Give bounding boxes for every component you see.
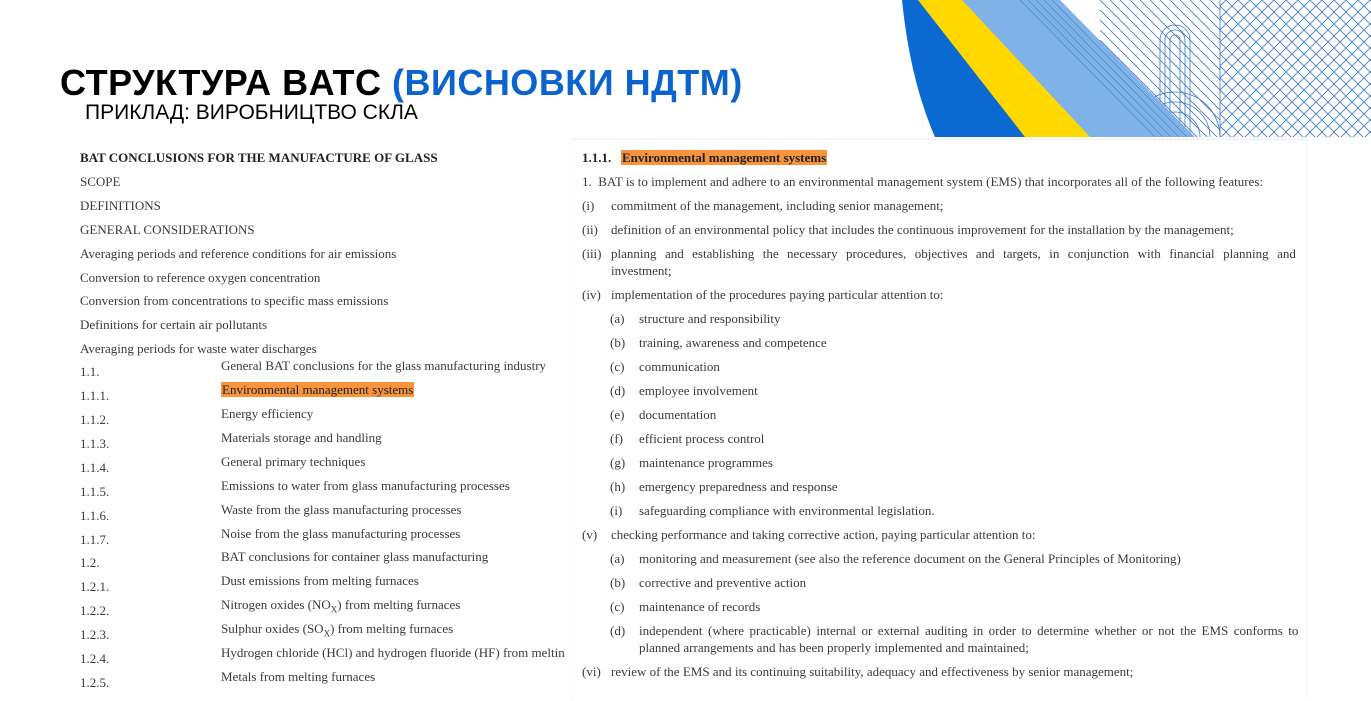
sub-item: communication xyxy=(639,359,720,374)
section-document xyxy=(572,140,1306,701)
list-item: checking performance and taking corrective action, paying particular attention to: xyxy=(611,527,1036,542)
sub-label: (a) xyxy=(610,551,625,566)
toc-document xyxy=(70,140,570,701)
toc-number: 1.1.7. xyxy=(80,532,110,547)
toc-item[interactable]: Conversion to reference oxygen concentration xyxy=(80,270,321,285)
sub-item: emergency preparedness and response xyxy=(639,479,838,494)
toc-number: 1.1.5. xyxy=(80,484,110,499)
toc-item[interactable]: GENERAL CONSIDERATIONS xyxy=(80,222,255,237)
section-number: 1.1.1. xyxy=(582,150,612,165)
sub-label: (e) xyxy=(610,407,625,422)
sub-item: safeguarding compliance with environmental legislation. xyxy=(639,503,935,518)
list-label: (i) xyxy=(582,198,595,213)
title-main: СТРУКТУРА BATC xyxy=(60,62,382,103)
sub-item: maintenance programmes xyxy=(639,455,773,470)
toc-number: 1.2.5. xyxy=(80,675,110,690)
list-label: (iii) xyxy=(582,246,602,261)
toc-number: 1.1.6. xyxy=(80,508,110,523)
sub-label: (d) xyxy=(610,383,626,398)
list-label: (vi) xyxy=(582,664,601,679)
toc-number: 1.1.3. xyxy=(80,436,110,451)
list-label: (iv) xyxy=(582,287,601,302)
toc-number: 1.2.3. xyxy=(80,627,110,642)
sub-item: efficient process control xyxy=(639,431,765,446)
list-item: definition of an environmental policy that includes the continuous improvement for the installation by the management; xyxy=(611,222,1234,237)
toc-title: BAT conclusions for container glass manufacturing xyxy=(221,549,489,564)
toc-title: General primary techniques xyxy=(221,454,366,469)
toc-title: Emissions to water from glass manufacturing processes xyxy=(221,478,510,493)
toc-title: Nitrogen oxides $(NO_X)$ from melting furnaces xyxy=(221,597,461,615)
sub-item: documentation xyxy=(639,407,717,422)
crosshatch-pattern xyxy=(1220,0,1371,137)
toc-title: Materials storage and handling xyxy=(221,430,382,445)
title-accent: (ВИСНОВКИ НДТМ) xyxy=(391,62,743,103)
toc-number: 1.2.1. xyxy=(80,579,110,594)
toc-number: 1.2. xyxy=(80,555,100,570)
section-title-highlighted: Environmental management systems xyxy=(622,150,827,165)
list-item: implementation of the procedures paying particular attention to: xyxy=(611,287,944,302)
toc-item[interactable]: Conversion from concentrations to specific mass emissions xyxy=(80,293,389,308)
toc-title: Waste from the glass manufacturing processes xyxy=(221,502,462,517)
toc-number: 1.1.1. xyxy=(80,388,110,403)
section-heading xyxy=(582,150,827,166)
toc-number: 1.2.4. xyxy=(80,651,110,666)
sub-item: maintenance of records xyxy=(639,599,761,614)
toc-title: Noise from the glass manufacturing processes xyxy=(221,526,461,541)
sub-label: (f) xyxy=(610,431,623,446)
toc-item[interactable]: Averaging periods and reference conditions for air emissions xyxy=(80,246,397,261)
sub-label: (b) xyxy=(610,575,626,590)
list-item-continued: investment; xyxy=(611,263,672,278)
toc-title: Hydrogen chloride (HCl) and hydrogen fluoride (HF) from meltin xyxy=(221,645,565,660)
sub-item: independent (where practicable) internal or external auditing in order to determine whether or not the EMS conforms to xyxy=(639,623,1299,638)
toc-item[interactable]: DEFINITIONS xyxy=(80,198,161,213)
sub-label: (i) xyxy=(610,503,623,518)
toc-title-highlighted: Environmental management systems xyxy=(222,382,414,397)
sub-label: (c) xyxy=(610,359,625,374)
list-item: commitment of the management, including senior management; xyxy=(611,198,944,213)
toc-title: Energy efficiency xyxy=(221,406,314,421)
sub-item: employee involvement xyxy=(639,383,758,398)
toc-number: 1.2.2. xyxy=(80,603,110,618)
toc-number: 1.1. xyxy=(80,364,100,379)
toc-number: 1.1.4. xyxy=(80,460,110,475)
intro-paragraph: 1. BAT is to implement and adhere to an environmental management system (EMS) that incorporates all of the following features: xyxy=(582,174,1264,189)
sub-item: training, awareness and competence xyxy=(639,335,827,350)
toc-title: Dust emissions from melting furnaces xyxy=(221,573,419,588)
toc-item[interactable]: Averaging periods for waste water discharges xyxy=(80,341,317,356)
sub-label: (c) xyxy=(610,599,625,614)
toc-number: 1.1.2. xyxy=(80,412,110,427)
toc-item[interactable]: SCOPE xyxy=(80,174,121,189)
toc-heading: BAT CONCLUSIONS FOR THE MANUFACTURE OF GLASS xyxy=(80,150,438,165)
list-label: (ii) xyxy=(582,222,598,237)
toc-title: General BAT conclusions for the glass manufacturing industry xyxy=(221,358,547,373)
sub-label: (g) xyxy=(610,455,626,470)
toc-title: Sulphur oxides $(SO_X)$ from melting furnaces xyxy=(221,621,454,639)
list-label: (v) xyxy=(582,527,598,542)
sub-label: (d) xyxy=(610,623,626,638)
decorative-flag-graphic xyxy=(890,0,1371,140)
list-item: review of the EMS and its continuing suitability, adequacy and effectiveness by senior management; xyxy=(611,664,1134,679)
sub-label: (b) xyxy=(610,335,626,350)
sub-item: structure and responsibility xyxy=(639,311,781,326)
toc-item[interactable]: Definitions for certain air pollutants xyxy=(80,317,268,332)
sub-item: corrective and preventive action xyxy=(639,575,807,590)
toc-title: Metals from melting furnaces xyxy=(221,669,376,684)
page-title xyxy=(60,62,743,104)
page-subtitle: ПРИКЛАД: ВИРОБНИЦТВО СКЛА xyxy=(85,101,418,124)
list-item: planning and establishing the necessary procedures, objectives and targets, in conjunction with financial planning and xyxy=(611,246,1296,261)
sub-label: (h) xyxy=(610,479,626,494)
sub-item: monitoring and measurement (see also the reference document on the General Principles of Monitoring) xyxy=(639,551,1181,566)
sub-label: (a) xyxy=(610,311,625,326)
sub-item-continued: planned arrangements and has been properly implemented and maintained; xyxy=(639,640,1029,655)
